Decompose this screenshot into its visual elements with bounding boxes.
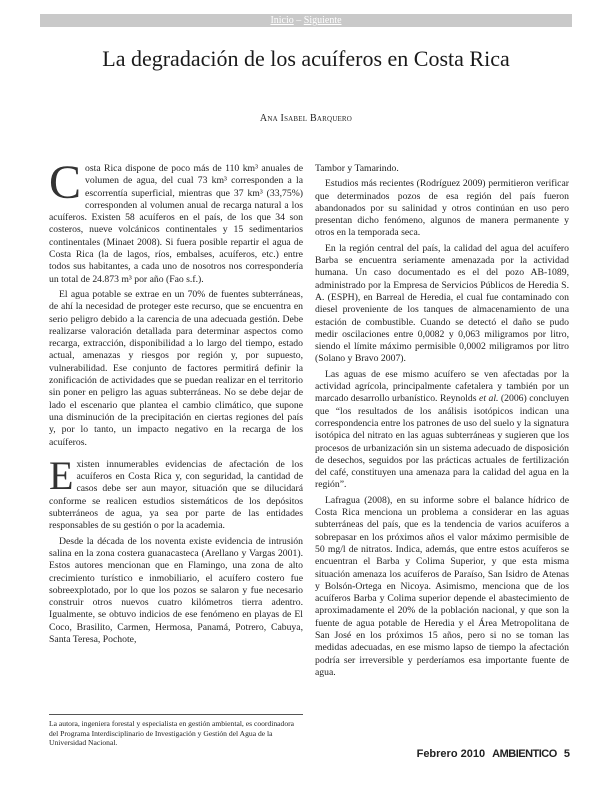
drop-cap: E — [49, 452, 74, 498]
paragraph: Lafragua (2008), en su informe sobre el balance hídrico de Costa Rica menciona un problema a considerar en las aguas subterráneas del país, que es la tendencia de varios acuíferos a sobrepasar en los próximos años el valor máximo permisible de 50 mg/l de nitratos. Indica, además, que entre estos acuíferos se encuentran el Barba y Colima Superior, y que esta misma situación amenaza los acuíferos de Paraíso, San Isidro de Atenas y Bolsón-Ortega en Nicoya. Asimismo, menciona que de los acuíferos Barba y Colima superior depende el abastecimiento de aproximadamente el 20% de la población nacional, y que son la fuente de agua potable de Heredia y el Área Metropolitana de San José en los próximos 15 años, pero si no se toman las medidas adecuadas, en ese mismo lapso de tiempo la afectación podría ser irreversible y perderíamos esa importante fuente de agua. — [315, 494, 569, 678]
paragraph — [315, 369, 569, 492]
issue-date: Febrero 2010 — [416, 748, 486, 760]
article-author — [0, 113, 612, 124]
page-footer — [417, 748, 570, 760]
magazine-logo: AMBIENTICO — [492, 748, 557, 760]
nav-link-inicio[interactable]: Inicio — [270, 15, 294, 26]
paragraph-text: (2006) concluyen que “los resultados de los análisis isotópicos indican una correspondencia entre los patrones de uso del suelo y la signatura isotópica del nitrato en las aguas subterráneas y sugieren que los procesos de urbanización sin un sistema adecuado de disposición de desechos, seguidos por las prácticas actuales de fertilización del café, constituyen una amenaza para la calidad del agua en la región”. — [315, 393, 570, 491]
article-title: La degradación de los acuíferos en Costa Rica — [102, 46, 510, 71]
nav-link-siguiente[interactable]: Siguiente — [303, 15, 342, 26]
drop-cap: C — [49, 156, 82, 209]
paragraph-text: osta Rica dispone de poco más de 110 km³ anuales de volumen de agua, del cual 73 km³ corresponden a la escorrentía superficial, mientras que 37 km³ (33,75%) corresponden al volumen anual de recarga natural a los acuíferos. Existen 58 acuíferos en el país, de los que 34 son costeros, nueve volcánicos continentales y 15 sedimentarios continentales (Minaet 2008). Si fuera posible repartir el agua de Costa Rica (la de lagos, ríos, embalses, acuíferos, etc.) entre todos sus habitantes, a cada uno de nosotros nos correspondería un total de 24.873 m³ por año (Fao s.f.). — [49, 163, 303, 285]
paragraph: Estudios más recientes (Rodríguez 2009) permitieron verificar que determinados pozos de esa región del país fueron abandonados por su salinidad y otros continúan en uso pero presentan dicho fenómeno, algunos de manera permanente y otros en la temporada seca. — [315, 178, 569, 239]
left-column — [49, 156, 303, 646]
top-nav-bar — [40, 14, 572, 27]
author-name: Ana Isabel Barquero — [259, 113, 353, 124]
page-number: 5 — [563, 748, 570, 760]
paragraph: El agua potable se extrae en un 70% de fuentes subterráneas, de ahí la necesidad de proteger este recurso, que se encuentra en serio peligro debido a la carencia de una adecuada gestión. Debe realizarse valoración detallada para determinar aspectos como recarga, extracción, disponibilidad a lo largo del tiempo, estado actual, amenazas y riesgos por región y, por supuesto, vulnerabilidad. Ese conjunto de factores permitirá definir la zonificación de actividades que se puedan realizar en el territorio sin poner en peligro las aguas subterráneas. No se debe dejar de lado el escenario que plantea el cambio climático, que supone una disminución de la precipitación en ciertas regiones del país y, por lo tanto, un impacto negativo en la recarga de los acuíferos. — [49, 288, 303, 448]
paragraph — [49, 156, 303, 286]
author-footnote: La autora, ingeniera forestal y especialista en gestión ambiental, es coordinadora del Programa Interdisciplinario de Investigación y Gestión del Agua de la Universidad Nacional. — [49, 714, 303, 748]
paragraph — [49, 452, 303, 533]
paragraph: En la región central del país, la calidad del agua del acuífero Barba se encuentra seriamente amenazada por la actividad humana. Un caso documentado es el del pozo AB-1089, administrado por la Empresa de Servicios Públicos de Heredia S. A. (ESPH), en Barreal de Heredia, el cual fue contaminado con diesel proveniente de los tanques de almacenamiento de una estación de combustible. Cuando se detectó el daño se pudo medir oscilaciones entre 0,0082 y 0,063 miligramos por litro, siendo el límite máximo permisible 0,0002 miligramos por litro (Solano y Bravo 2007). — [315, 242, 569, 365]
paragraph: Tambor y Tamarindo. — [315, 163, 399, 174]
right-column — [315, 163, 569, 679]
nav-separator: – — [296, 15, 302, 26]
paragraph: Desde la década de los noventa existe evidencia de intrusión salina en la zona costera guanacasteca (Arellano y Vargas 2001). Estos autores mencionan que en Flamingo, una zona de alto crecimiento turístico e inmobiliario, el acuífero costero fue sobreexplotado, por lo que los pozos se salaron y fue necesario construir otros nuevos cuatro kilómetros tierra adentro. Igualmente, se obtuvo indicios de ese fenómeno en playas de El Coco, Brasilito, Carmen, Hermosa, Panamá, Potrero, Cabuya, Santa Teresa, Pochote, — [49, 535, 303, 645]
paragraph-text: xisten innumerables evidencias de afectación de los acuíferos en Costa Rica y, con seguridad, la cantidad de casos debe ser aun mayor, situación que se dilucidará conforme se realicen estudios sistemáticos de los depósitos subterráneos de agua, ya sea por parte de las entidades responsables de su gestión o por la academia. — [49, 458, 303, 532]
italic-text: et al. — [479, 393, 499, 405]
paragraph-text: Las aguas de ese mismo acuífero se ven afectadas por la actividad agrícola, principalmente cafetalera y también por un marcado desarrollo urbanístico. Reynolds — [315, 368, 569, 405]
